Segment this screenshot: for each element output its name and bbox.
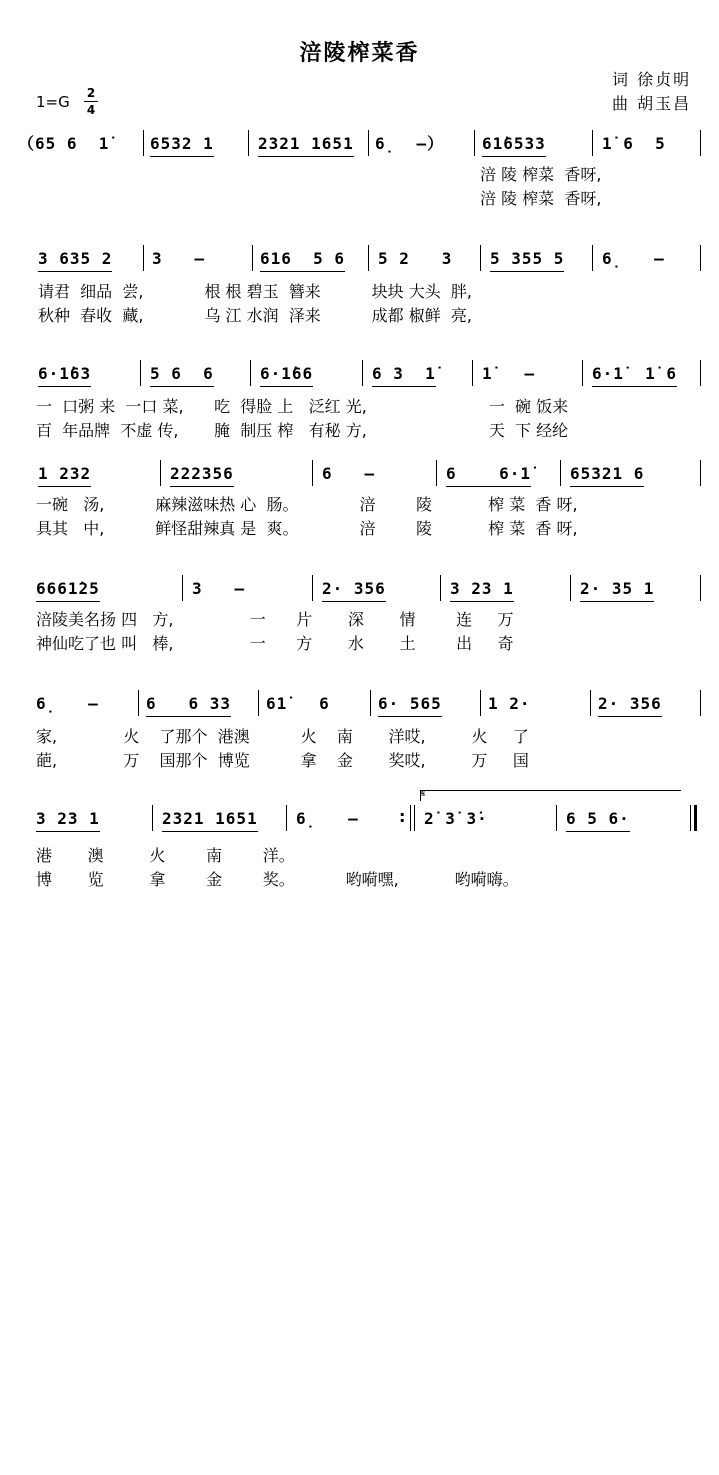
lyric-line-2: 葩, 万 国那个 博览 拿 金 奖哎, 万 国 [36,751,529,770]
barline [592,245,593,271]
barline [368,130,369,156]
staff-system-3 [0,358,719,458]
measure: 6·1̇66 [260,358,313,390]
lyric-line-1: 涪 陵 榨菜 香呀, [480,165,602,184]
final-barline [694,805,697,831]
measure: 6̣ – [602,249,665,268]
barline [312,460,313,486]
barline [590,690,591,716]
lyric-line-2: 具其 中, 鲜怪甜辣真 是 爽。 涪 陵 榨 菜 香 呀, [36,519,578,538]
staff-system-7 [0,803,719,903]
measure: 6· 565 [378,688,442,720]
measure: 616 5 6 [260,243,345,275]
lyric-line-1: 港 澳 火 南 洋。 [36,846,295,865]
measure: 6̣ – [36,694,99,713]
lyric-line-1: 请君 细品 尝, 根 根 碧玉 簪来 块块 大头 胖, [38,282,473,301]
barline [143,245,144,271]
staff-system-2 [0,243,719,343]
measure: 5 6 6 [150,358,214,390]
barline [368,245,369,271]
barline [472,360,473,386]
measure: 3 – [192,579,246,598]
barline [152,805,153,831]
barline [700,575,701,601]
measure: 2̇ 3̇ 3̇· [424,809,488,828]
measure: 2321 1651 [258,128,354,160]
composer-credit: 曲 胡玉昌 [612,94,692,113]
measure: 6532 1 [150,128,214,160]
measure: （65 6 1̇ [18,134,110,153]
volta-bracket [420,790,681,801]
measure: 6 – [322,464,376,483]
barline [556,805,557,831]
measure: 6̣ –） [375,134,445,153]
lyric-line-2: 秋种 春收 藏, 乌 江 水润 泽来 成都 椒鲜 亮, [38,306,473,325]
barline [690,805,691,831]
barline [140,360,141,386]
credits [612,68,691,116]
lyric-line-1: 涪陵美名扬 四 方, 一 片 深 情 连 万 [36,610,514,629]
measure: 222356 [170,458,234,490]
measure: 2· 35 1 [580,573,654,605]
staff-system-6 [0,688,719,788]
barline [370,690,371,716]
barline [248,130,249,156]
measure: 61̇6533 [482,128,546,160]
measure: 65321 6 [570,458,644,490]
measure: 6̣ – [296,809,359,828]
barline [480,245,481,271]
measure: 5 2 3 [378,249,453,268]
measure: 6 5 6· [566,803,630,835]
barline [582,360,583,386]
barline [414,805,415,831]
lyric-line-2: 百 年品牌 不虚 传, 腌 制压 榨 有秘 方, 天 下 经纶 [36,421,569,440]
measure: 2· 356 [598,688,662,720]
barline [592,130,593,156]
barline [700,245,701,271]
song-title: 涪陵榨菜香 [299,41,420,66]
barline [700,360,701,386]
time-signature [84,86,98,117]
lyric-line-1: 家, 火 了那个 港澳 火 南 洋哎, 火 了 [36,727,529,746]
measure: 2· 356 [322,573,386,605]
barline [312,575,313,601]
lyricist-credit: 词 徐贞明 [612,70,692,89]
staff-system-1 [0,128,719,228]
barline [286,805,287,831]
measure: 5 355 5 [490,243,564,275]
repeat-end-barline [410,805,411,831]
key-signature: 1=G [36,93,70,111]
lyric-line-2: 博 览 拿 金 奖。 哟嗬嘿, 哟嗬嗨。 [36,870,519,889]
staff-system-5 [0,573,719,673]
barline [362,360,363,386]
measure: 1̇ – [482,364,536,383]
barline [143,130,144,156]
measure: 6 6 33 [146,688,231,720]
meter-bottom: 4 [86,103,96,117]
barline [258,690,259,716]
barline [480,690,481,716]
measure: 3 23 1 [450,573,514,605]
barline [700,460,701,486]
barline [138,690,139,716]
measure: 3 23 1 [36,803,100,835]
barline [182,575,183,601]
measure: 1 232 [38,458,91,490]
barline [700,130,701,156]
measure: 6 3 1̇ [372,358,436,390]
barline [160,460,161,486]
measure: 3 635 2 [38,243,112,275]
measure: 1̇ 6 5 [602,134,666,153]
barline [474,130,475,156]
barline [700,690,701,716]
barline [560,460,561,486]
meter-top: 2 [86,86,96,100]
barline [252,245,253,271]
measure: 6 6·1̇ [446,458,531,490]
barline [440,575,441,601]
staff-system-4 [0,458,719,558]
lyric-line-2: 神仙吃了也 叫 棒, 一 方 水 土 出 奇 [36,634,514,653]
measure: 2321 1651 [162,803,258,835]
segno-mark: 𝄋 [421,789,426,800]
barline [436,460,437,486]
lyric-line-1: 一碗 汤, 麻辣滋味热 心 肠。 涪 陵 榨 菜 香 呀, [36,495,578,514]
measure: 6·1̇ 1̇ 6 [592,358,677,390]
barline [570,575,571,601]
barline [250,360,251,386]
measure: 1 2· [488,694,531,713]
measure: 61̇ 6 [266,694,330,713]
lyric-line-1: 一 口粥 来 一口 菜, 吃 得脸 上 泛红 光, 一 碗 饭来 [36,397,569,416]
lyric-line-2: 涪 陵 榨菜 香呀, [480,189,602,208]
measure: 3 – [152,249,206,268]
measure: 6661̇25 [36,573,100,605]
measure: 6·1̇63 [38,358,91,390]
